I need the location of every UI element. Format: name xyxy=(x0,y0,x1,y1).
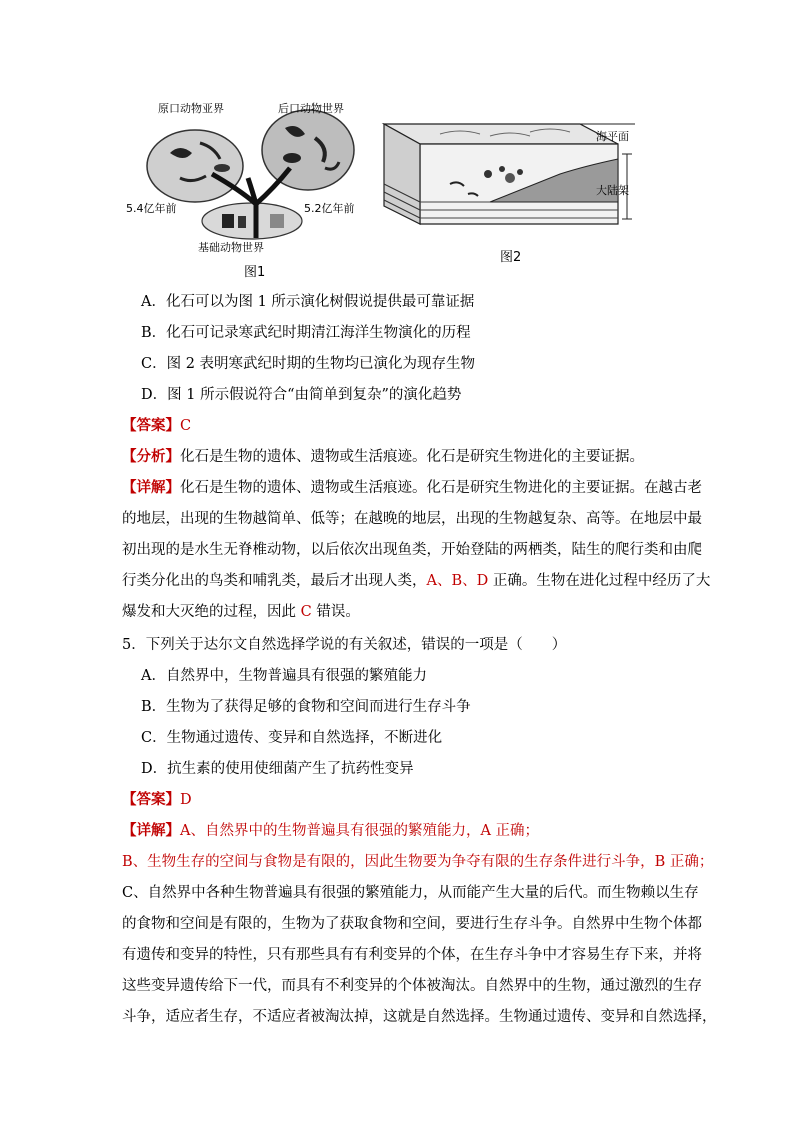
q4-detail-line-1: 【详解】化石是生物的遗体、遗物或生活痕迹。化石是研究生物进化的主要证据。在越古老 xyxy=(122,479,702,496)
q5-option-d: D．抗生素的使用使细菌产生了抗药性变异 xyxy=(141,761,414,777)
label-left-age: 5.4亿年前 xyxy=(126,202,177,215)
figure-2-continental-shelf xyxy=(380,114,660,264)
label-protostome: 原口动物亚界 xyxy=(158,102,224,115)
q4-detail-line-4: 行类分化出的鸟类和哺乳类，最后才出现人类，A、B、D 正确。生物在进化过程中经历了大 xyxy=(122,573,711,589)
q5-option-c: C．生物通过遗传、变异和自然选择，不断进化 xyxy=(141,730,443,746)
q5-detail-line-7: 斗争，适应者生存，不适应者被淘汰掉，这就是自然选择。生物通过遗传、变异和自然选择， xyxy=(122,1009,717,1025)
q5-detail-line-3: C、自然界中各种生物普遍具有很强的繁殖能力，从而能产生大量的后代。而生物赖以生存 xyxy=(122,885,699,901)
figure-1-evolution-tree xyxy=(126,98,372,280)
q5-detail-line-5: 有遗传和变异的特性，只有那些具有有利变异的个体，在生存斗争中才容易生存下来，并将 xyxy=(122,947,702,963)
q5-detail-line-2: B、生物生存的空间与食物是有限的，因此生物要为争夺有限的生存条件进行斗争，B 正确； xyxy=(122,854,714,870)
q5-stem: 5．下列关于达尔文自然选择学说的有关叙述，错误的一项是（ ） xyxy=(122,637,567,653)
q4-detail-line-3: 初出现的是水生无脊椎动物，以后依次出现鱼类，开始登陆的两栖类，陆生的爬行类和由爬 xyxy=(122,542,702,558)
evolution-tree-illustration xyxy=(126,98,372,263)
q4-answer: 【答案】C xyxy=(122,417,192,434)
q5-detail-line-1: 【详解】A、自然界中的生物普遍具有很强的繁殖能力，A 正确； xyxy=(122,822,540,839)
q4-option-b: B．化石可记录寒武纪时期清江海洋生物演化的历程 xyxy=(141,325,471,341)
label-sea-level: 海平面 xyxy=(596,130,629,143)
label-right-age: 5.2亿年前 xyxy=(304,202,355,215)
q4-option-d: D．图 1 所示假说符合“由简单到复杂”的演化趋势 xyxy=(141,387,462,403)
q4-option-c: C．图 2 表明寒武纪时期的生物均已演化为现存生物 xyxy=(141,356,476,372)
q5-answer: 【答案】D xyxy=(122,791,192,808)
q5-option-b: B．生物为了获得足够的食物和空间而进行生存斗争 xyxy=(141,699,471,715)
figure-2-caption: 图2 xyxy=(500,250,522,265)
label-deuterostome: 后口动物世界 xyxy=(278,102,344,115)
label-continental-shelf: 大陆架 xyxy=(596,184,629,197)
q5-detail-line-4: 的食物和空间是有限的，生物为了获取食物和空间，要进行生存斗争。自然界中生物个体都 xyxy=(122,916,702,932)
figures-area xyxy=(126,98,660,283)
label-basal: 基础动物世界 xyxy=(198,241,264,254)
q5-option-a: A．自然界中，生物普遍具有很强的繁殖能力 xyxy=(141,668,427,684)
figure-1-caption: 图1 xyxy=(244,265,266,280)
q4-option-a: A．化石可以为图 1 所示演化树假说提供最可靠证据 xyxy=(141,294,475,310)
q4-detail-line-2: 的地层，出现的生物越简单、低等；在越晚的地层，出现的生物越复杂、高等。在地层中最 xyxy=(122,511,702,527)
q4-detail-line-5: 爆发和大灭绝的过程，因此 C 错误。 xyxy=(122,604,360,620)
seabed-block-illustration xyxy=(380,114,660,239)
q4-analysis: 【分析】化石是生物的遗体、遗物或生活痕迹。化石是研究生物进化的主要证据。 xyxy=(122,448,644,465)
q5-detail-line-6: 这些变异遗传给下一代，而具有不利变异的个体被淘汰。自然界中的生物，通过激烈的生存 xyxy=(122,978,702,994)
